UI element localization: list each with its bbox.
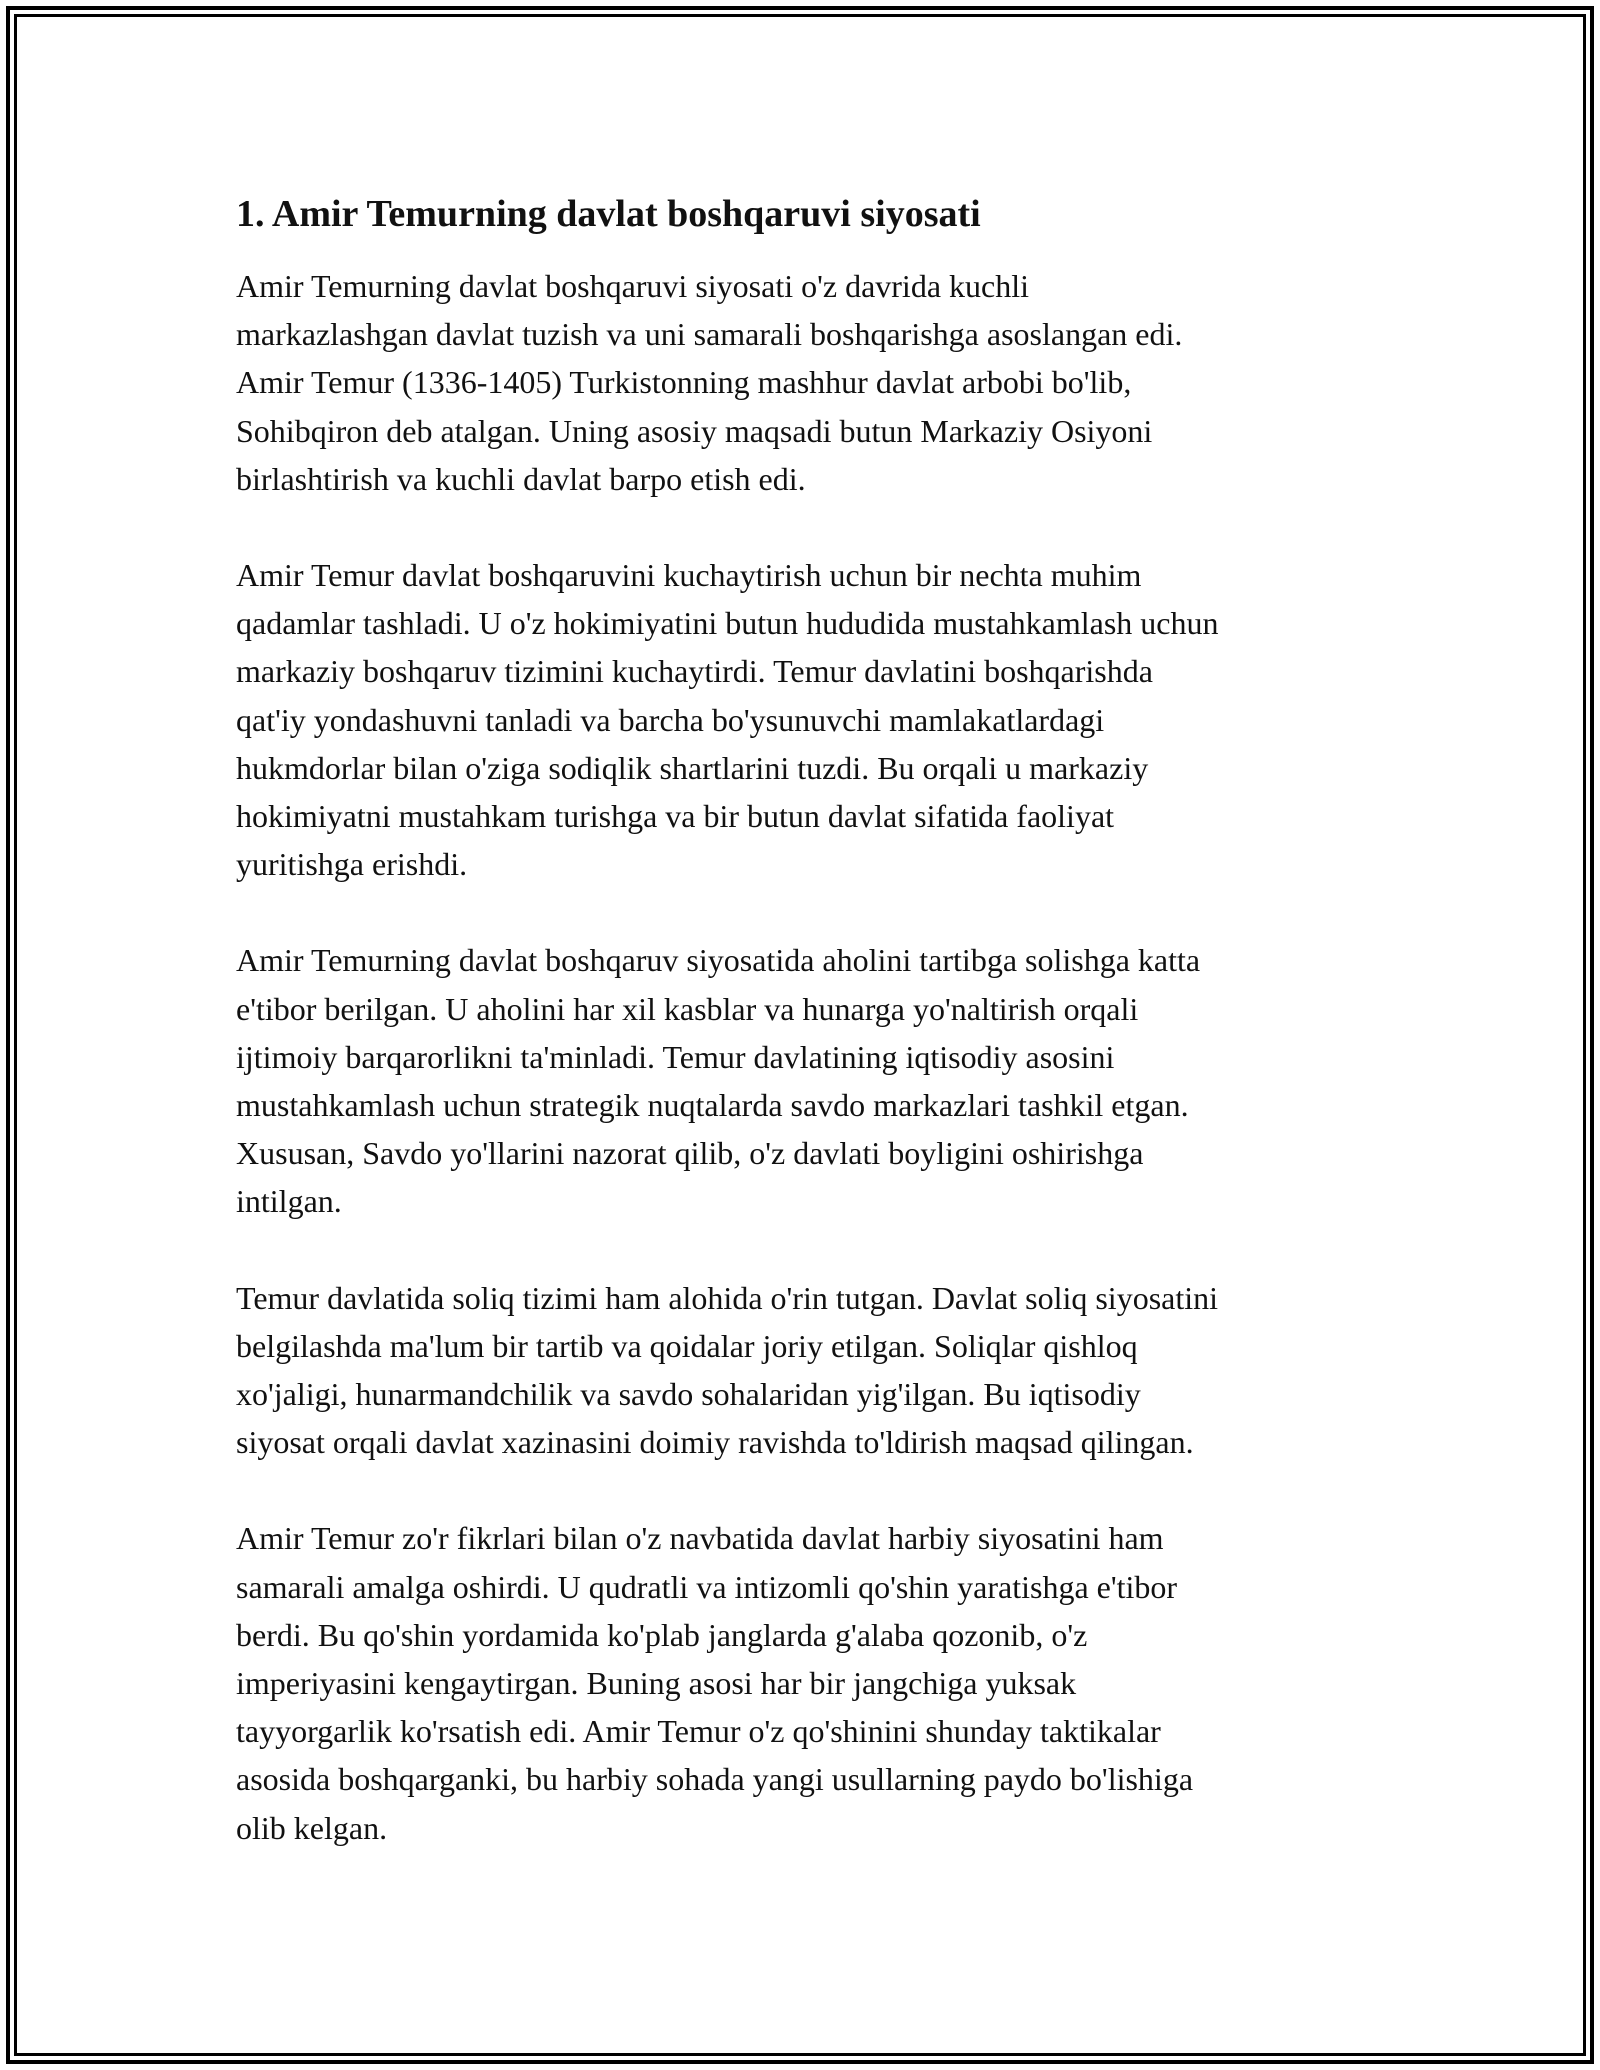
text-line: mustahkamlash uchun strategik nuqtalarda savdo markazlari tashkil etgan.	[236, 1087, 1189, 1124]
text-line: Amir Temur zo'r fikrlari bilan o'z navbatida davlat harbiy siyosatini ham	[236, 1520, 1164, 1557]
text-line: ijtimoiy barqarorlikni ta'minladi. Temur davlatining iqtisodiy asosini	[236, 1038, 1115, 1075]
text-line: Sohibqiron deb atalgan. Uning asosiy maqsadi butun Markaziy Osiyoni	[236, 412, 1153, 449]
text-line: hokimiyatni mustahkam turishga va bir butun davlat sifatida faoliyat	[236, 798, 1115, 835]
text-line: qadamlar tashladi. U o'z hokimiyatini butun hududida mustahkamlash uchun	[236, 605, 1219, 642]
text-line: markaziy boshqaruv tizimini kuchaytirdi. Temur davlatini boshqarishda	[236, 653, 1153, 690]
paragraph-4	[236, 1274, 1386, 1467]
text-line: imperiyasini kengaytirgan. Buning asosi har bir jangchiga yuksak	[236, 1665, 1077, 1702]
section-title: 1. Amir Temurning davlat boshqaruvi siyosati	[236, 193, 981, 235]
text-line: samarali amalga oshirdi. U qudratli va intizomli qo'shin yaratishga e'tibor	[236, 1568, 1178, 1605]
document-body	[236, 186, 1386, 1900]
paragraph-2	[236, 551, 1386, 888]
text-line: birlashtirish va kuchli davlat barpo etish edi.	[236, 460, 806, 497]
text-line: hukmdorlar bilan o'ziga sodiqlik shartlarini tuzdi. Bu orqali u markaziy	[236, 749, 1149, 786]
text-line: xo'jaligi, hunarmandchilik va savdo sohalaridan yig'ilgan. Bu iqtisodiy	[236, 1376, 1141, 1413]
text-line: qat'iy yondashuvni tanladi va barcha bo'ysunuvchi mamlakatlardagi	[236, 701, 1105, 738]
text-line: intilgan.	[236, 1183, 342, 1220]
text-line: Amir Temurning davlat boshqaruv siyosatida aholini tartibga solishga katta	[236, 942, 1201, 979]
paragraph-3	[236, 936, 1386, 1225]
text-line: belgilashda ma'lum bir tartib va qoidalar joriy etilgan. Soliqlar qishloq	[236, 1327, 1138, 1364]
text-line: yuritishga erishdi.	[236, 846, 468, 883]
text-line: Xususan, Savdo yo'llarini nazorat qilib, o'z davlati boyligini oshirishga	[236, 1135, 1144, 1172]
text-line: siyosat orqali davlat xazinasini doimiy ravishda to'ldirish maqsad qilingan.	[236, 1424, 1194, 1461]
text-line: olib kelgan.	[236, 1809, 388, 1846]
text-line: markazlashgan davlat tuzish va uni samarali boshqarishga asoslangan edi.	[236, 316, 1183, 353]
text-line: Amir Temurning davlat boshqaruvi siyosati o'z davrida kuchli	[236, 268, 1029, 304]
text-line: Temur davlatida soliq tizimi ham alohida o'rin tutgan. Davlat soliq siyosatini	[236, 1279, 1219, 1316]
text-line: tayyorgarlik ko'rsatish edi. Amir Temur o'z qo'shinini shunday taktikalar	[236, 1713, 1161, 1750]
text-line: e'tibor berilgan. U aholini har xil kasblar va hunarga yo'naltirish orqali	[236, 990, 1139, 1027]
text-line: asosida boshqarganki, bu harbiy sohada yangi usullarning paydo bo'lishiga	[236, 1761, 1194, 1798]
text-line: Amir Temur (1336-1405) Turkistonning mashhur davlat arbobi bo'lib,	[236, 364, 1132, 401]
paragraph-1	[236, 262, 1386, 503]
text-line: berdi. Bu qo'shin yordamida ko'plab janglarda g'alaba qozonib, o'z	[236, 1616, 1088, 1653]
paragraph-5	[236, 1514, 1386, 1851]
text-line: Amir Temur davlat boshqaruvini kuchaytirish uchun bir nechta muhim	[236, 557, 1142, 594]
